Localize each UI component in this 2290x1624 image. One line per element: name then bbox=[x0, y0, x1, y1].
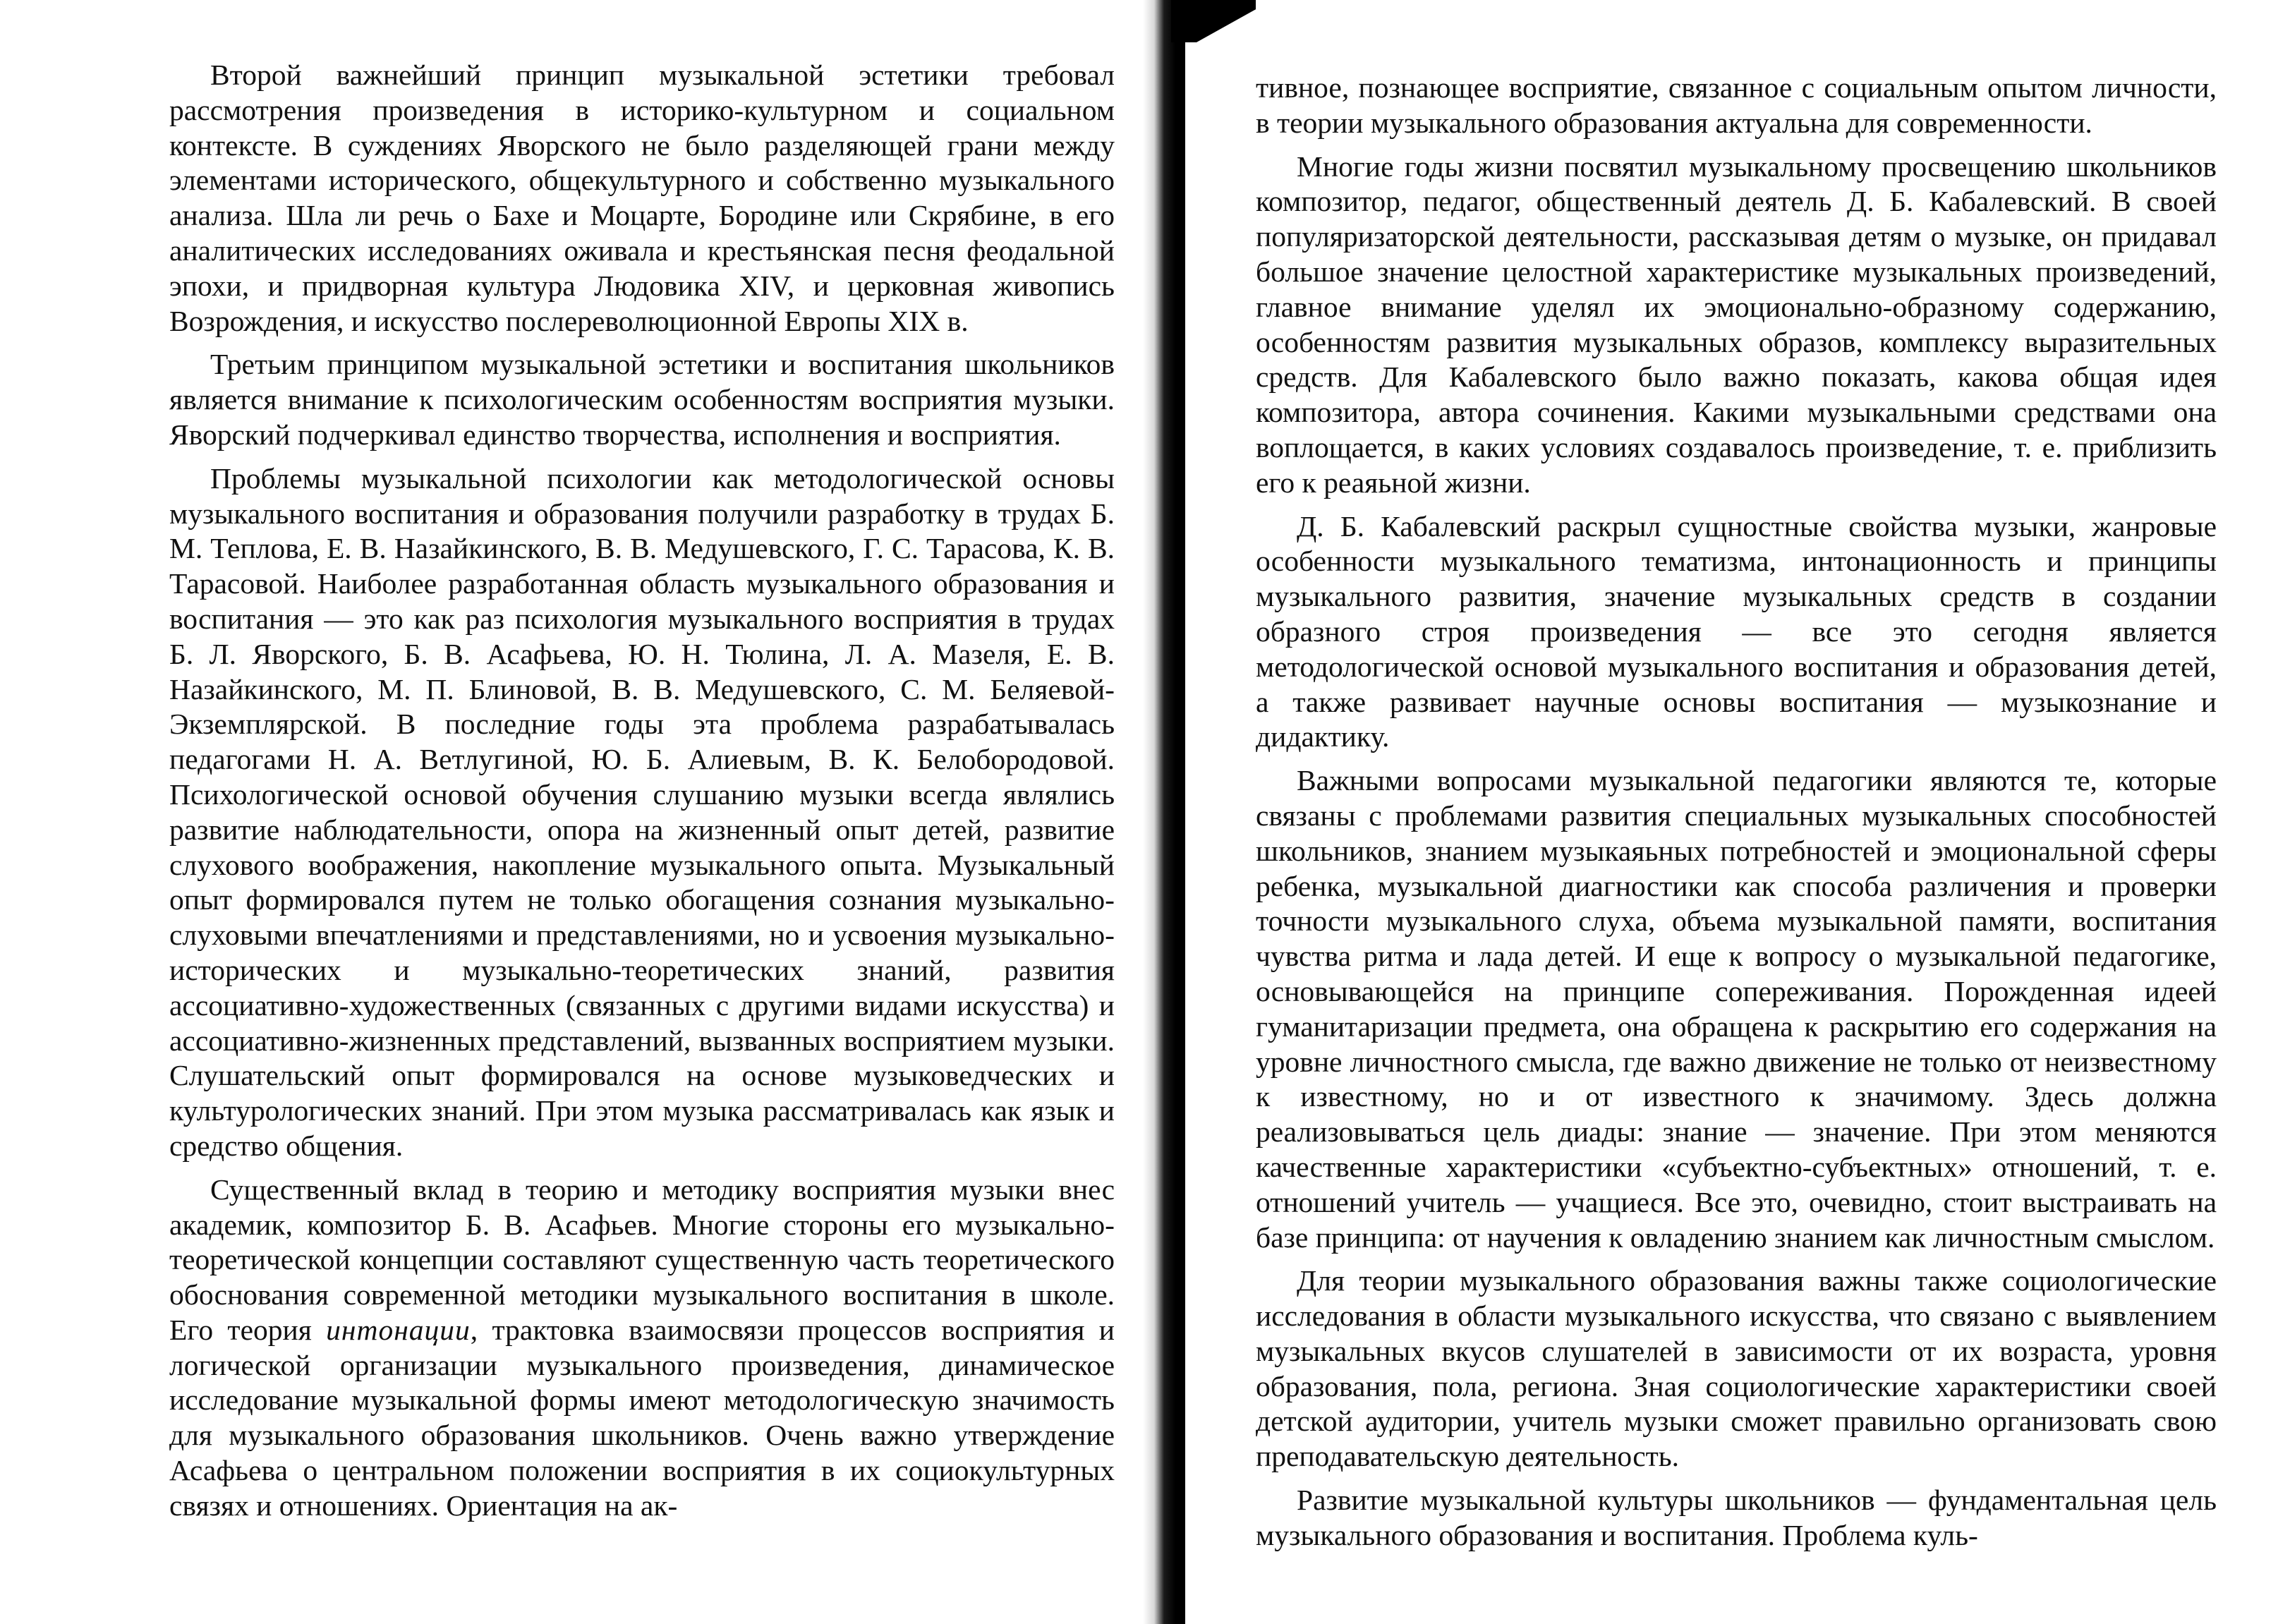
left-text-column bbox=[169, 58, 1115, 1532]
paragraph: Проблемы музыкальной психологии как методологической основы музыкального воспитания и образования получили разработку в трудах Б. М. Теплова, Е. В. Назайкинского, В. В. Медушевского, Г. С. Тарасова, К. В. Тарасовой. Наиболее разработанная область музыкального образования и воспитания — это как раз психология музыкального восприятия в трудах Б. Л. Яворского, Б. В. Асафьева, Ю. Н. Тюлина, Л. А. Мазеля, Е. В. Назайкинского, М. П. Блиновой, В. В. Медушевского, С. М. Беляевой-Экземплярской. В последние годы эта проблема разрабатывалась педагогами Н. А. Ветлугиной, Ю. Б. Алиевым, В. К. Белобородовой. Психологической основой обучения слушанию музыки всегда являлись развитие наблюдательности, опора на жизненный опыт детей, развитие слухового воображения, накопление музыкального опыта. Музыкальный опыт формировался путем не только обогащения сознания музыкально-слуховыми впечатлениями и представлениями, но и усвоения музыкально-исторических и музыкально-теоретических знаний, развития ассоциативно-художественных (связанных с другими видами искусства) и ассоциативно-жизненных представлений, вызванных восприятием музыки. Слушательский опыт формировался на основе музыковедческих и культурологических знаний. При этом музыка рассматривалась как язык и средство общения. bbox=[169, 461, 1115, 1162]
right-text-column bbox=[1256, 71, 2217, 1562]
paragraph-text: , трактовка взаимосвязи процессов восприятия и логической организации музыкального произведения, динамическое исследование музыкальной формы имеют методологическую значимость для музыкального образования школьников. Очень важно утверждение Асафьева о центральном положении восприятия в их социокультурных связях и отношениях. Ориентация на ак- bbox=[169, 1313, 1115, 1522]
paragraph: Развитие музыкальной культуры школьников — фундаментальная цель музыкального образования и воспитания. Проблема куль- bbox=[1256, 1484, 2217, 1551]
book-gutter bbox=[1143, 0, 1185, 1624]
emphasis-term: интонации bbox=[326, 1313, 471, 1346]
paragraph: Д. Б. Кабалевский раскрыл сущностные свойства музыки, жанровые особенности музыкального тематизма, интонационность и принципы музыкального развития, значение музыкальных средств в создании образного строя произведения — все это сегодня является методологической основой музыкального воспитания и образования детей, а также развивает научные основы воспитания — музыкознание и дидактику. bbox=[1256, 509, 2217, 753]
paragraph: Второй важнейший принцип музыкальной эстетики требовал рассмотрения произведения в историко-культурном и социальном контексте. В суждениях Яворского не было разделяющей грани между элементами исторического, общекультурного и собственно музыкального анализа. Шла ли речь о Бахе и Моцарте, Бородине или Скрябине, в его аналитических исследованиях оживала и крестьянская песня феодальной эпохи, и придворная культура Людовика XIV, и церковная живопись Возрождения, и искусство послереволюционной Европы XIX в. bbox=[169, 59, 1115, 337]
right-page bbox=[1185, 0, 2290, 1624]
paragraph: Важными вопросами музыкальной педагогики являются те, которые связаны с проблемами развития специальных музыкальных способностей школьников, знанием музыкаяьных потребностей и эмоциональной сферы ребенка, музыкальной диагностики как способа различения и проверки точности музыкального слуха, объема музыкальной памяти, воспитания чувства ритма и лада детей. И еще к вопросу о музыкальной педагогике, основывающейся на принципе сопереживания. Порожденная идеей гуманитаризации предмета, она обращена к раскрытию его содержания на уровне личностного смысла, где важно движение не только от неизвестному к известному, но и от известного к значимому. Здесь должна реализовываться цель диады: знание — значение. При этом меняются качественные характеристики «субъектно-субъектных» отношений, т. е. отношений учитель — учащиеся. Все это, очевидно, стоит выстраивать на базе принципа: от научения к овладению знанием как личностным смыслом. bbox=[1256, 764, 2217, 1254]
paragraph bbox=[169, 1172, 1115, 1524]
paragraph-continued: тивное, познающее восприятие, связанное с социальным опытом личности, в теории музыкального образования актуальна для современности. bbox=[1256, 71, 2217, 139]
paragraph: Для теории музыкального образования важны также социологические исследования в области музыкального искусства, что связано с выявлением музыкальных вкусов слушателей в зависимости от их возраста, уровня образования, пола, региона. Зная социологические характеристики своей детской аудитории, учитель музыки сможет правильно организовать свою преподавательскую деятельность. bbox=[1256, 1264, 2217, 1473]
paragraph-text: Существенный вклад в теорию и методику восприятия музыки внес академик, композитор Б. В. Асафьев. Многие стороны его музыкально-теоретической концепции составляют существенную часть теоретического обоснования современной методики музыкального воспитания в школе. Его теория bbox=[169, 1172, 1115, 1346]
paragraph: Третьим принципом музыкальной эстетики и воспитания школьников является внимание к психологическим особенностям восприятия музыки. Яворский подчеркивал единство творчества, исполнения и восприятия. bbox=[169, 348, 1115, 451]
paragraph: Многие годы жизни посвятил музыкальному просвещению школьников композитор, педагог, общественный деятель Д. Б. Кабалевский. В своей популяризаторской деятельности, рассказывая детям о музыке, он придавал большое значение целостной характеристике музыкальных произведений, главное внимание уделял их эмоционально-образному содержанию, особенностям развития музыкальных образов, комплексу выразительных средств. Для Кабалевского было важно показать, какова общая идея композитора, автора сочинения. Какими музыкальными средствами она воплощается, в каких условиях создавалось произведение, т. е. приблизить его к реаяьной жизни. bbox=[1256, 150, 2217, 499]
